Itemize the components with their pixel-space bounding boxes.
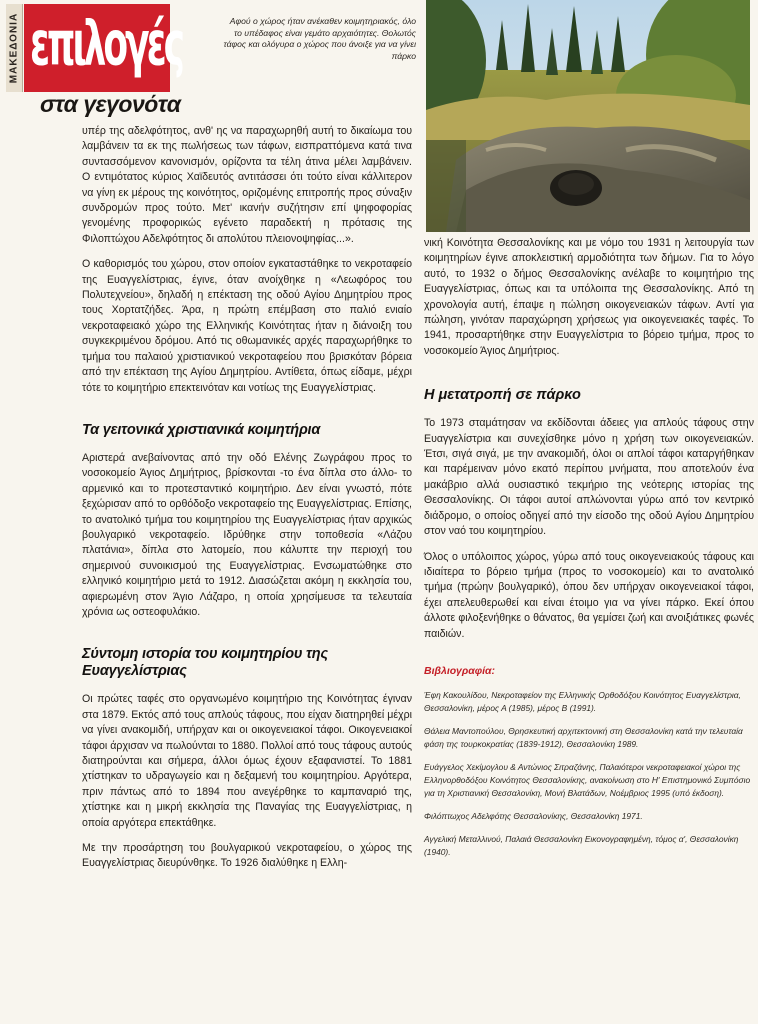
paragraph-municipal: νική Κοινότητα Θεσσαλονίκης και με νόμο του 1931 η λειτουργία των κοιμητηρίων έγινε αποκλειστική αρμοδιότητα των δήμων. Για το λόγο αυτό, το 1932 ο δήμος Θεσσαλονίκης ανέλαβε το κοιμητήριο της Ευαγγελίστριας, όπως και τα υπόλοιπα της Θεσσαλονίκης. Από τη χρονολογία αυτή, έπαψε η πώληση οικογενειακών τάφων. Αντί για πώληση, γινόταν παραχώρηση χρήσεως για οικογενειακές ταφές. Το 1941, προσαρτήθηκε στην Ευαγγελίστρια το βόρειο τμήμα, προς το νοσοκομείο Άγιος Δημήτριος. <box>424 237 754 357</box>
paragraph-committee: υπέρ της αδελφότητος, ανθ' ης να παραχωρηθή αυτή το δικαίωμα του λαμβάνειν τα εκ της πωλήσεως των τάφων, εισπραττόμενα κατά τινα συντασσόμενον κανονισμόν, ορίζοντα τα τέλη άτινα μέλει λαμβάνειν. Ο εντιμότατος κύριος Χαϊδευτός αντιτάσσει ότι τούτο είναι κάλλιτερον να γίνη εκ μέρους της κοινότητος, οριζομένης επιτροπής προς σύναξιν συνδρομών προς τούτο. Μετ' ικανήν συζήτησιν επί ψηφοφορίας γενομένης προφορικώς εγένετο παραδεκτή η πρότασις της Φιλοπτώχου Αδελφότητος δι απολύτου πλειονοψηφίας...». <box>82 125 412 245</box>
bibliography-item: Ευάγγελος Χεκίμογλου & Αντώνιος Σιτραζάνης, Παλαιότεροι νεκροταφειακοί χώροι της Ελληνορθοδόξου Κοινότητος Θεσσαλονίκης, ανακοίνωση στο Η' Επιστημονικό Συμπόσιο για τη Χριστιανική Θεσσαλονίκη, Μονή Βλατάδων, Νοέμβριος 1995 (υπό έκδοση). <box>424 762 751 799</box>
heading-neighboring-cemeteries: Τα γειτονικά χριστιανικά κοιμητήρια <box>82 421 321 438</box>
paragraph-park-future: Όλος ο υπόλοιπος χώρος, γύρω από τους οικογενειακούς τάφους και ιδιαίτερα το βόρειο τμήμα (προς το νοσοκομείο) και το ανατολικό τμήμα (πρώην βουλγαρικό), όπου δεν υπήρχαν οικογενειακοί τάφοι, έχει απελευθερωθεί και είναι έτοιμο για να γίνει πάρκο. Εκεί όπου άλλοτε φιλοξενήθηκε ο θάνατος, θα γεμίσει ζωή και ανοιξιάτικες φωνές παιδιών. <box>424 550 754 640</box>
cemetery-photo-illustration <box>426 0 750 232</box>
paragraph-park-1973: Το 1973 σταμάτησαν να εκδίδονται άδειες για απλούς τάφους στην Ευαγγελίστρια και συνεχίσθηκε μόνο η χρήση των οικογενειακών. Έτσι, σιγά σιγά, με την ανακομιδή, όλοι οι απλοί τάφοι καταργήθηκαν και παρέμειναν μόνο εκατό περίπου μνήματα, που αποτελούν ένα μακάβριο αλλά ουσιαστικό τεκμήριο της νεότερης ιστορίας της Θεσσαλονίκης. Οι τάφοι αυτοί απλώνονται γύρω από τον κεντρικό διάδρομο, ο οποίος οδηγεί από την είσοδο της οδού Αγίου Δημητρίου στον ναό του κοιμητηρίου. <box>424 417 754 538</box>
paragraph-boundary: Ο καθορισμός του χώρου, στον οποίον εγκαταστάθηκε το νεκροταφείο της Ευαγγελίστριας, έγινε, όταν ανοίχθηκε η «Λεωφόρος του Πολυτεχνείου», δηλαδή η επέκταση της οδού Αγίου Δημητρίου προς τους Χορτατζήδες. Άρα, η πρώτη επέμβαση στο παλιό ενιαίο νεκροταφειακό χώρο της Ελληνικής Κοινότητας ήταν η διάνοιξη του συγκεκριμένου δρόμου. Από τις οθωμανικές αρχές παραχωρήθηκε το τμήμα του παλαιού χριστιανικού νεκροταφείου που βρισκόταν βόρεια από την επέκταση της Αγίου Δημητρίου. Αντίθετα, όπως είδαμε, μέχρι τότε το κοιμητήριο επεκτεινόταν και νοτίως της Ευαγγελίστριας. <box>82 258 412 394</box>
left-column <box>82 124 412 882</box>
section-side-tag-text: ΜΑΚΕΔΟΝΙΑ <box>8 12 20 84</box>
paragraph-history-annexation: Με την προσάρτηση του βουλγαρικού νεκροταφείου, ο χώρος της Ευαγγελίστριας διευρύνθηκε. Το 1926 διαλύθηκε η Ελλη- <box>82 842 412 870</box>
bibliography-heading: Βιβλιογραφία: <box>424 664 496 677</box>
photo-caption: Αφού ο χώρος ήταν ανέκαθεν κοιμητηριακός, όλο το υπέδαφος είναι γεμάτο αρχαιότητες. Θολωτός τάφος και ολόγυρα ο χώρος που άνοιξε για να γίνει πάρκο <box>223 16 416 61</box>
bibliography-item: Θάλεια Μαντοπούλου, Θρησκευτική αρχιτεκτονική στη Θεσσαλονίκη κατά την τελευταία φάση της τουρκοκρατίας (1839-1912), Θεσσαλονίκη 1989. <box>424 726 743 750</box>
section-subtitle: στα γεγονότα <box>40 91 181 117</box>
right-column <box>424 236 754 869</box>
cemetery-photo <box>426 0 750 232</box>
paragraph-history-first-burials: Οι πρώτες ταφές στο οργανωμένο κοιμητήριο της Κοινότητας έγιναν στα 1879. Εκτός από τους απλούς τάφους, που είχαν διατηρηθεί μέχρι να γίνει ανακομιδή, υπήρχαν και οι οικογενειακοί τάφοι. Οικογενειακοί τάφοι άρχισαν να πωλούνται το 1880. Πολλοί από τους τάφους αυτούς διατηρούνται και σήμερα, άλλοι όμως έχουν εξαφανιστεί. Το 1881 χτίστηκαν το υδραγωγείο και η δεξαμενή του κοιμητηρίου. Αργότερα, πριν πάντως από το 1894 που ανεγέρθηκε το καμπαναριό της, χτίστηκε και η μικρή εκκλησία της Παναγίας της Ευαγγελίστριας, η οποία αργότερα επεκτάθηκε. <box>82 693 412 829</box>
logo-text: επιλογές <box>30 10 182 80</box>
heading-park-conversion: Η μετατροπή σε πάρκο <box>424 387 581 404</box>
bibliography-item: Αγγελική Μεταλλινού, Παλαιά Θεσσαλονίκη Εικονογραφημένη, τόμος α', Θεσσαλονίκη (1940). <box>424 834 739 858</box>
heading-short-history: Σύντομη ιστορία του κοιμητηρίου της Ευαγγελίστριας <box>82 646 328 680</box>
bibliography-item: Φιλόπτωχος Αδελφότης Θεσσαλονίκης, Θεσσαλονίκη 1971. <box>424 811 643 822</box>
magazine-logo <box>24 4 182 92</box>
bibliography-item: Έφη Κακουλίδου, Νεκροταφείον της Ελληνικής Ορθοδόξου Κοινότητος Ευαγγελίστρια, Θεσσαλονίκη, μέρος Α (1985), μέρος Β (1991). <box>424 690 741 714</box>
section-side-tag <box>6 4 23 92</box>
paragraph-neighboring-cemeteries: Αριστερά ανεβαίνοντας από την οδό Ελένης Ζωγράφου προς το νοσοκομείο Άγιος Δημήτριος, βρίσκονται -το ένα δίπλα στο άλλο- το αρμενικό και το προτεσταντικό κοιμητήριο. Δεν είναι γνωστό, πότε ξεχώρισαν από το ορθόδοξο νεκροταφείο της Ευαγγελίστριας. Επίσης, το ανατολικό τμήμα του κοιμητηρίου της Ευαγγελίστριας ήταν αρχικώς βουλγαρικό νεκροταφείο. Ιδρύθηκε στην τοποθεσία «Λάζου πλατάνια», δίπλα στο λατομείο, που κάλυπτε την περιοχή του σημερινού συνοικισμού της Ευαγγελίστριας. Ενσωματώθηκε στο ελληνικό κοιμητήριο μετά το 1912. Διασώζεται ακόμη η εκκλησία του, αφιερωμένη στον Άγιο Λάζαρο, η οποία χρησίμευσε τα τελευταία χρόνια ως οστεοφυλάκιο. <box>82 451 412 618</box>
